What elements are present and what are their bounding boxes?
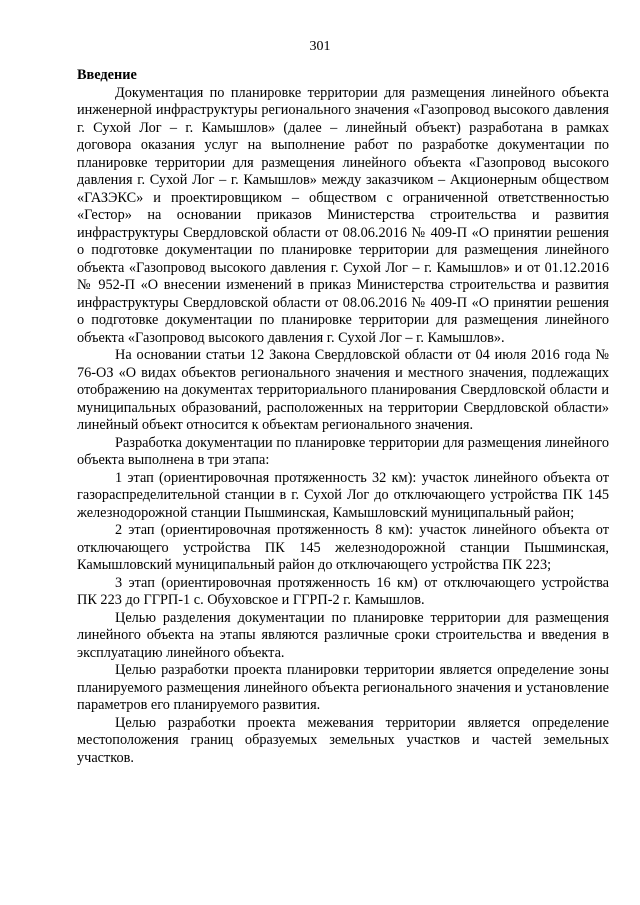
paragraph-stage-2: 2 этап (ориентировочная протяженность 8 км): участок линейного объекта от отключающего устройства ПК 145 железнодорожной станции Пышминская, Камышловский муниципальный район до отключающего устройства ПК 223; [77, 522, 609, 573]
document-body [77, 67, 609, 767]
section-heading: Введение [77, 67, 137, 83]
paragraph-legal-basis: На основании статьи 12 Закона Свердловской области от 04 июля 2016 года № 76-ОЗ «О видах объектов регионального значения и местного значения, подлежащих отображению на документах территориального планирования Свердловской области и муниципальных образований, расположенных на территории Свердловской области» линейный объект относится к объектам регионального значения. [77, 347, 609, 433]
paragraph-intro: Документация по планировке территории для размещения линейного объекта инженерной инфраструктуры регионального значения «Газопровод высокого давления г. Сухой Лог – г. Камышлов» (далее – линейный объект) разработана в рамках договора оказания услуг на выполнение работ по разработке документации по планировке территории для размещения линейного объекта «Газопровод высокого давления г. Сухой Лог – г. Камышлов» между заказчиком – Акционерным обществом «ГАЗЭКС» и проектировщиком – обществом с ограниченной ответственностью «Гестор» на основании приказов Министерства строительства и развития инфраструктуры Свердловской области от 08.06.2016 № 409-П «О принятии решения о подготовке документации по планировке территории для размещения линейного объекта «Газопровод высокого давления г. Сухой Лог – г. Камышлов» и от 01.12.2016 № 952-П «О внесении изменений в приказ Министерства строительства и развития инфраструктуры Свердловской области от 08.06.2016 № 409-П «О принятии решения о подготовке документации по планировке территории для размещения линейного объекта «Газопровод высокого давления г. Сухой Лог – г. Камышлов». [77, 84, 609, 346]
paragraph-planning-purpose: Целью разработки проекта планировки территории является определение зоны планируемого размещения линейного объекта регионального значения и установление параметров его планируемого развития. [77, 662, 609, 713]
paragraph-surveying-purpose: Целью разработки проекта межевания территории является определение местоположения границ образуемых земельных участков и частей земельных участков. [77, 714, 609, 766]
paragraph-stages-intro: Разработка документации по планировке территории для размещения линейного объекта выполнена в три этапа: [77, 434, 609, 468]
paragraph-stage-1: 1 этап (ориентировочная протяженность 32 км): участок линейного объекта от газораспределительной станции в г. Сухой Лог до отключающего устройства ПК 145 железнодорожной станции Пышминская, Камышловский муниципальный район; [77, 469, 609, 521]
page-number: 301 [309, 39, 331, 54]
paragraph-stages-purpose: Целью разделения документации по планировке территории для размещения линейного объекта на этапы являются различные сроки строительства и введения в эксплуатацию линейного объекта. [77, 609, 609, 661]
paragraph-stage-3: 3 этап (ориентировочная протяженность 16 км) от отключающего устройства ПК 223 до ГГРП-1 с. Обуховское и ГГРП-2 г. Камышлов. [77, 574, 609, 608]
